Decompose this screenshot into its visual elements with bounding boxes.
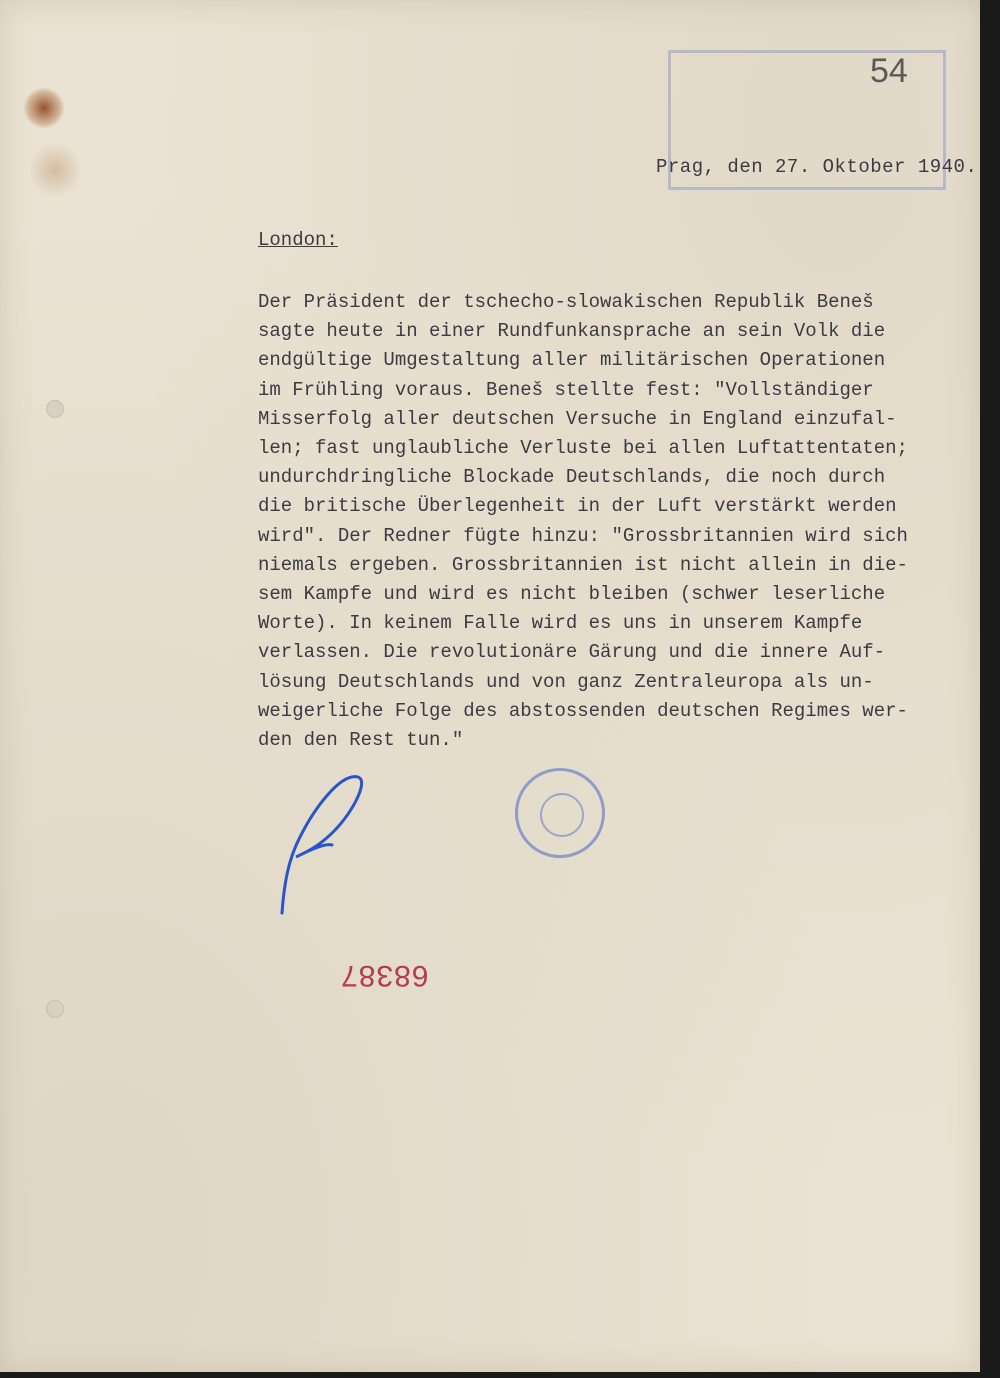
faded-bottom-stamp <box>310 1256 570 1312</box>
body-line: Der Präsident der tschecho-slowakischen Republik Beneš <box>258 291 874 313</box>
date-line: Prag, den 27. Oktober 1940. <box>656 156 978 178</box>
body-line: verlassen. Die revolutionäre Gärung und die innere Auf- <box>258 641 886 664</box>
body-line: undurchdringliche Blockade Deutschlands, die noch durch <box>258 466 886 489</box>
body-line: niemals ergeben. Grossbritannien ist nicht allein in die- <box>258 553 908 576</box>
body-line: sagte heute in einer Rundfunkansprache an sein Volk die <box>258 320 886 343</box>
body-line: weigerliche Folge des abstossenden deutschen Regimes wer- <box>258 699 908 722</box>
punch-hole <box>46 1000 64 1018</box>
punch-hole <box>46 400 64 418</box>
rust-stain <box>24 88 64 128</box>
handwritten-initial <box>270 765 380 925</box>
body-line: endgültige Umgestaltung aller militärischen Operationen <box>258 349 886 372</box>
folio-number: 54 <box>870 52 908 90</box>
body-line: den den Rest tun." <box>258 729 464 752</box>
body-line: len; fast unglaubliche Verluste bei allen Luftattentaten; <box>258 437 908 460</box>
archive-number: 68387 <box>340 959 429 992</box>
body-line: Worte). In keinem Falle wird es uns in unserem Kampfe <box>258 612 863 635</box>
body-line: wird". Der Redner fügte hinzu: "Grossbritannien wird sich <box>258 524 908 547</box>
round-receipt-stamp <box>515 768 605 858</box>
body-line: Misserfolg aller deutschen Versuche in England einzufal- <box>258 407 897 430</box>
document-body <box>258 288 958 755</box>
body-line: die britische Überlegenheit in der Luft verstärkt werden <box>258 495 897 518</box>
rust-stain-secondary <box>30 140 80 200</box>
body-line: im Frühling voraus. Beneš stellte fest: "Vollständiger <box>258 378 874 401</box>
document-heading: London: <box>258 229 338 251</box>
body-line: lösung Deutschlands und von ganz Zentraleuropa als un- <box>258 670 874 693</box>
body-line: sem Kampfe und wird es nicht bleiben (schwer leserliche <box>258 583 886 606</box>
